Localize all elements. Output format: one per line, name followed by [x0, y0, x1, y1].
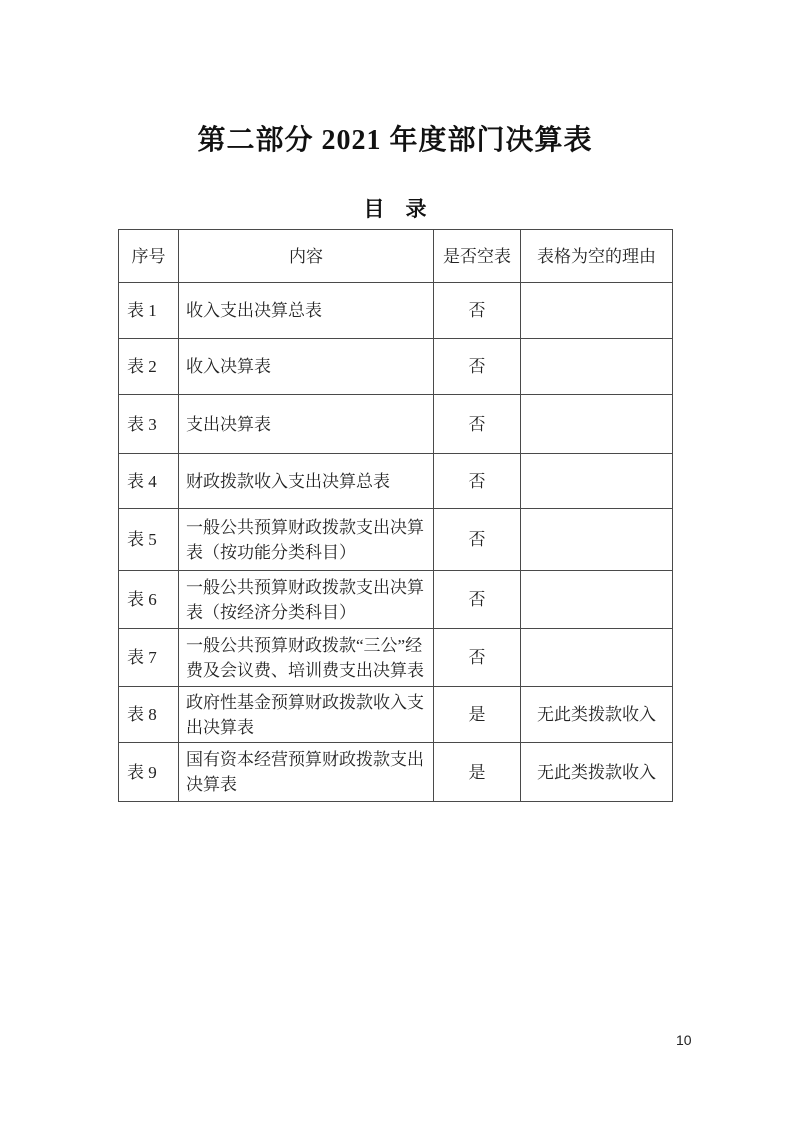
cell-is-empty: 否 — [434, 283, 521, 339]
table-row — [119, 571, 673, 629]
cell-serial: 表 9 — [119, 743, 179, 802]
cell-is-empty: 否 — [434, 339, 521, 395]
page-number: 10 — [676, 1032, 692, 1048]
cell-content: 收入支出决算总表 — [179, 283, 434, 339]
table-row — [119, 687, 673, 743]
cell-content: 支出决算表 — [179, 395, 434, 454]
table-row — [119, 629, 673, 687]
cell-is-empty: 否 — [434, 395, 521, 454]
col-header-content: 内容 — [179, 230, 434, 283]
col-header-is-empty: 是否空表 — [434, 230, 521, 283]
cell-content: 政府性基金预算财政拨款收入支出决算表 — [179, 687, 434, 743]
table-row — [119, 283, 673, 339]
table-row — [119, 339, 673, 395]
cell-content: 一般公共预算财政拨款支出决算表（按经济分类科目） — [179, 571, 434, 629]
table-row — [119, 395, 673, 454]
cell-is-empty: 否 — [434, 571, 521, 629]
cell-reason: 无此类拨款收入 — [521, 743, 673, 802]
cell-reason — [521, 571, 673, 629]
cell-serial: 表 6 — [119, 571, 179, 629]
cell-reason — [521, 509, 673, 571]
cell-content: 国有资本经营预算财政拨款支出决算表 — [179, 743, 434, 802]
table-header-row — [119, 230, 673, 283]
table-row — [119, 743, 673, 802]
toc-table — [118, 229, 673, 802]
cell-serial: 表 3 — [119, 395, 179, 454]
cell-content: 财政拨款收入支出决算总表 — [179, 454, 434, 509]
cell-serial: 表 8 — [119, 687, 179, 743]
toc-subtitle: 目 录 — [363, 197, 427, 221]
cell-serial: 表 2 — [119, 339, 179, 395]
cell-serial: 表 1 — [119, 283, 179, 339]
table-row — [119, 454, 673, 509]
cell-reason — [521, 339, 673, 395]
cell-is-empty: 否 — [434, 509, 521, 571]
cell-content: 收入决算表 — [179, 339, 434, 395]
cell-is-empty: 否 — [434, 629, 521, 687]
col-header-reason: 表格为空的理由 — [521, 230, 673, 283]
cell-serial: 表 4 — [119, 454, 179, 509]
cell-reason — [521, 454, 673, 509]
cell-content: 一般公共预算财政拨款“三公”经费及会议费、培训费支出决算表 — [179, 629, 434, 687]
cell-reason — [521, 395, 673, 454]
cell-is-empty: 是 — [434, 743, 521, 802]
col-header-serial: 序号 — [119, 230, 179, 283]
page-title: 第二部分 2021 年度部门决算表 — [197, 125, 593, 156]
cell-reason — [521, 629, 673, 687]
cell-reason — [521, 283, 673, 339]
table-row — [119, 509, 673, 571]
cell-is-empty: 否 — [434, 454, 521, 509]
cell-serial: 表 7 — [119, 629, 179, 687]
cell-is-empty: 是 — [434, 687, 521, 743]
cell-reason: 无此类拨款收入 — [521, 687, 673, 743]
cell-serial: 表 5 — [119, 509, 179, 571]
cell-content: 一般公共预算财政拨款支出决算表（按功能分类科目） — [179, 509, 434, 571]
